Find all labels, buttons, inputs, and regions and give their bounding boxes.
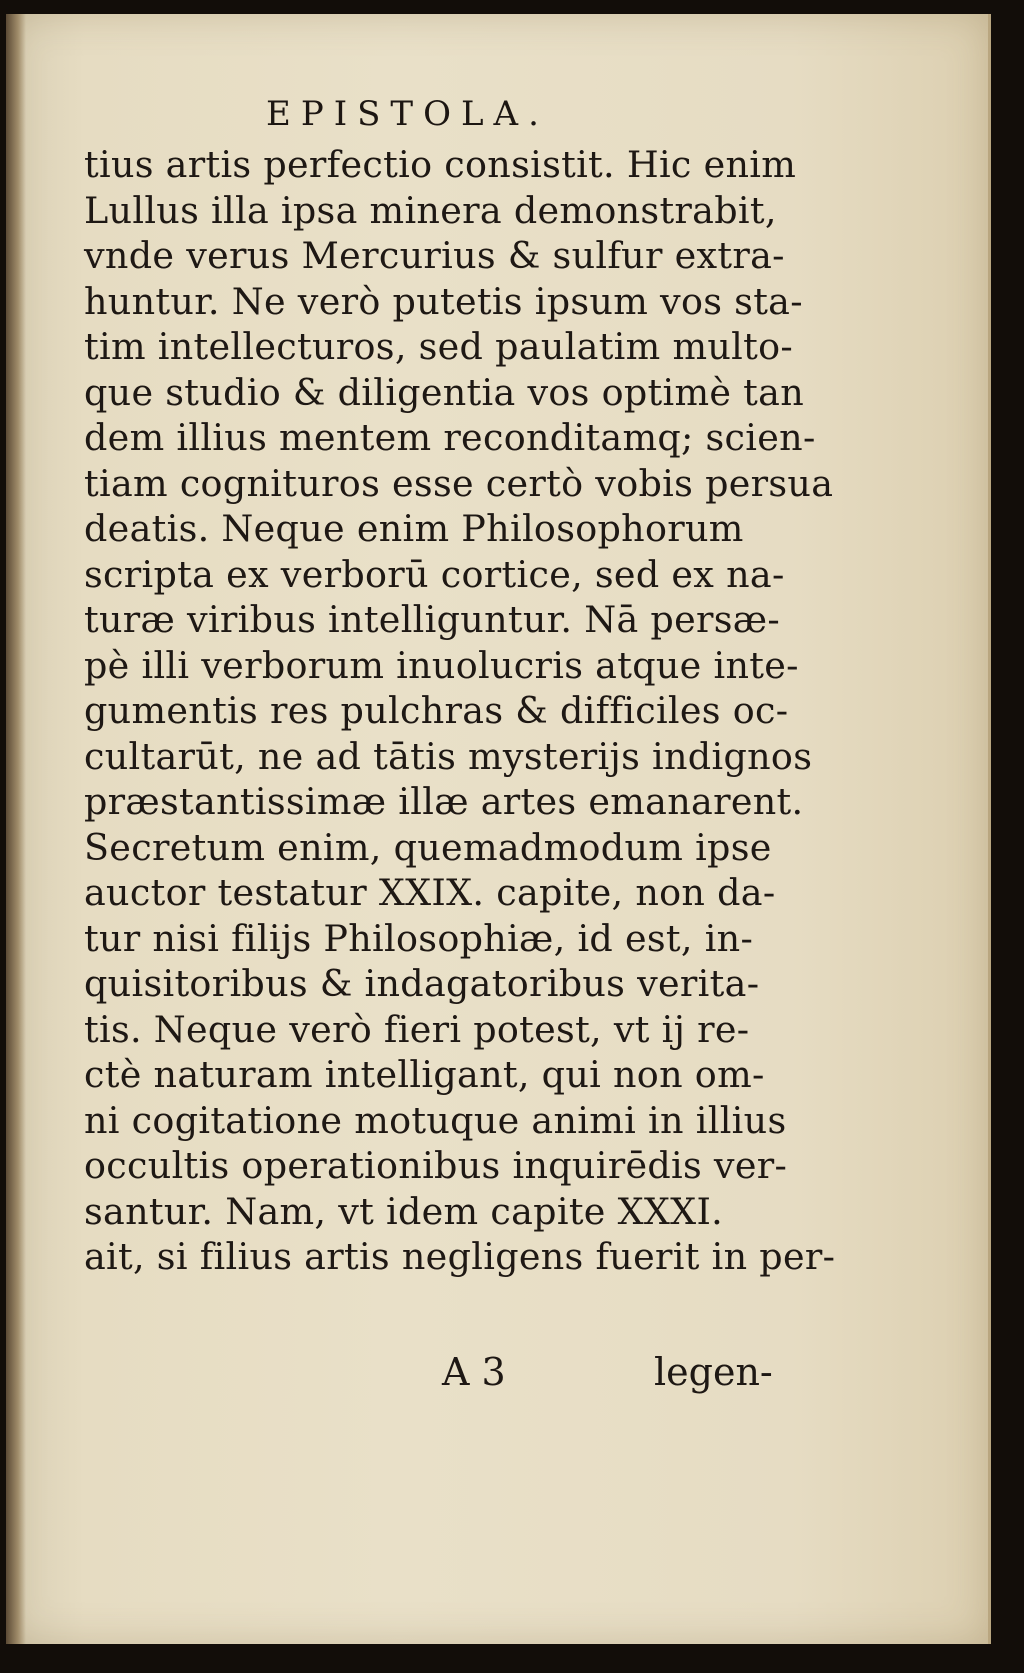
text-line: deatis. Neque enim Philosophorum: [84, 507, 744, 550]
text-line: que studio & diligentia vos optimè tan: [84, 370, 805, 414]
text-line: dem illius mentem reconditamq; scien-: [84, 416, 816, 459]
book-page: [6, 14, 991, 1644]
text-line: præstantissimæ illæ artes emanarent.: [84, 780, 804, 823]
signature-mark: A 3: [442, 1350, 506, 1394]
body-text: [84, 142, 836, 1280]
text-line: ctè naturam intelligant, qui non om-: [84, 1053, 765, 1096]
catchword: legen-: [654, 1350, 773, 1394]
text-line: tis. Neque verò fieri potest, vt ij re-: [84, 1007, 750, 1051]
text-line: Lullus illa ipsa minera demonstrabit,: [84, 188, 777, 232]
text-line: quisitoribus & indagatoribus verita-: [84, 962, 760, 1005]
text-line: vnde verus Mercurius & sulfur extra-: [84, 234, 785, 277]
text-line: occultis operationibus inquirēdis ver-: [84, 1144, 788, 1187]
text-line: santur. Nam, vt idem capite XXXI.: [84, 1189, 724, 1233]
text-line: tim intellecturos, sed paulatim multo-: [84, 325, 794, 368]
page-gutter: [6, 14, 26, 1644]
text-line: tius artis perfectio consistit. Hic enim: [84, 143, 797, 186]
text-line: huntur. Ne verò putetis ipsum vos sta-: [84, 279, 803, 323]
text-line: scripta ex verborū cortice, sed ex na-: [84, 552, 785, 596]
text-line: ait, si filius artis negligens fuerit in per-: [84, 1235, 836, 1278]
text-line: tiam cognituros esse certò vobis persua: [84, 461, 834, 505]
text-line: cultarūt, ne ad tātis mysterijs indignos: [84, 734, 813, 778]
text-line: tur nisi filijs Philosophiæ, id est, in-: [84, 916, 754, 960]
text-line: auctor testatur XXIX. capite, non da-: [84, 871, 776, 914]
text-line: ni cogitatione motuque animi in illius: [84, 1098, 787, 1142]
text-line: pè illi verborum inuolucris atque inte-: [84, 643, 799, 687]
text-line: Secretum enim, quemadmodum ipse: [84, 825, 772, 869]
running-head: EPISTOLA.: [266, 94, 549, 134]
text-line: gumentis res pulchras & difficiles oc-: [84, 689, 789, 732]
text-line: turæ viribus intelliguntur. Nā persæ-: [84, 598, 781, 641]
